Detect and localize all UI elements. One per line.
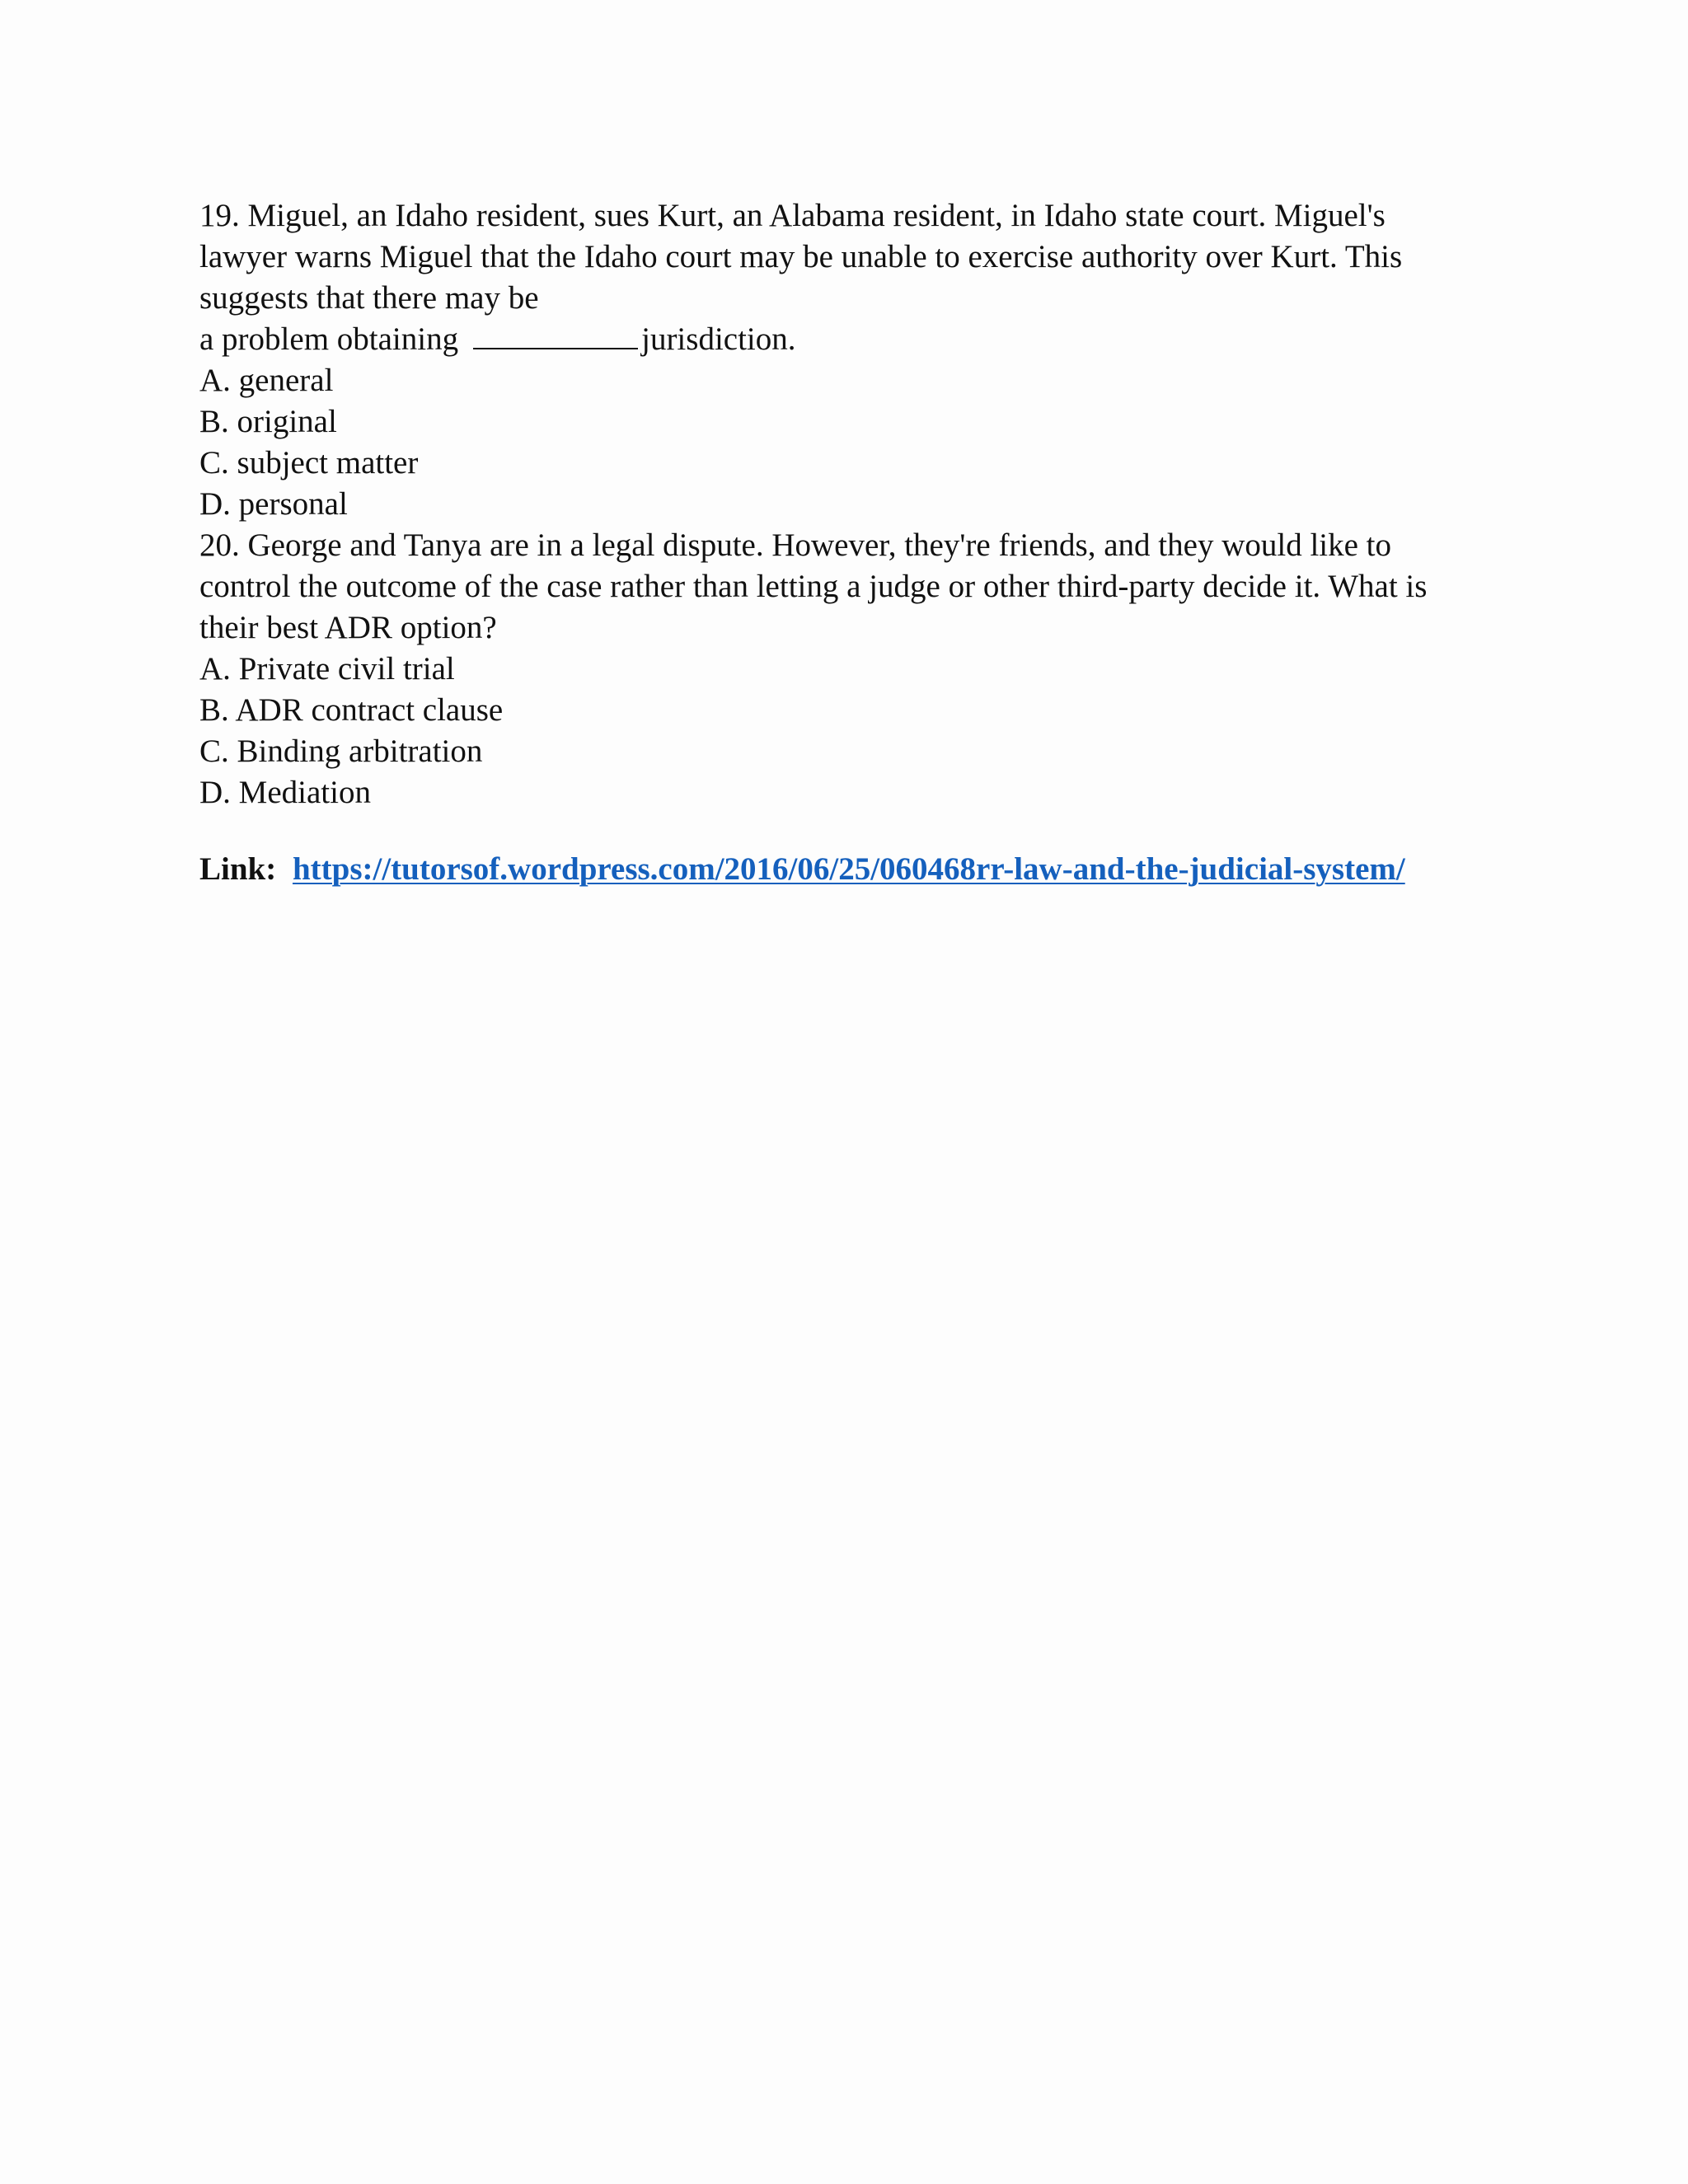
option-b: B. original: [199, 404, 337, 439]
document-content: [199, 195, 1485, 890]
question-20-line-2: control the outcome of the case rather than letting a judge or other third-party decide it. What is: [199, 569, 1428, 604]
option-a: A. general: [199, 363, 334, 398]
answer-blank: [473, 320, 638, 349]
option-c: C. subject matter: [199, 445, 419, 480]
question-20: [199, 525, 1485, 813]
option-d: D. personal: [199, 486, 348, 522]
option-b: B. ADR contract clause: [199, 692, 504, 728]
blank-suffix: jurisdiction.: [641, 321, 796, 357]
question-19-line-4: [199, 319, 1485, 360]
question-20-line-1: 20. George and Tanya are in a legal dispute. However, they're friends, and they would like to: [199, 527, 1392, 563]
link-row: [199, 849, 1485, 890]
question-19-line-2: lawyer warns Miguel that the Idaho court may be unable to exercise authority over Kurt. This: [199, 239, 1403, 274]
option-c: C. Binding arbitration: [199, 733, 483, 769]
question-19-line-1: 19. Miguel, an Idaho resident, sues Kurt, an Alabama resident, in Idaho state court. Miguel's: [199, 198, 1386, 233]
blank-prefix: a problem obtaining: [199, 321, 459, 357]
question-20-line-3: their best ADR option?: [199, 610, 497, 645]
source-link[interactable]: https://tutorsof.wordpress.com/2016/06/25/060468rr-law-and-the-judicial-system/: [292, 851, 1405, 887]
question-19-line-3: suggests that there may be: [199, 280, 539, 316]
link-label: Link:: [199, 851, 277, 887]
option-d: D. Mediation: [199, 775, 371, 810]
question-19: [199, 195, 1485, 525]
option-a: A. Private civil trial: [199, 651, 455, 687]
